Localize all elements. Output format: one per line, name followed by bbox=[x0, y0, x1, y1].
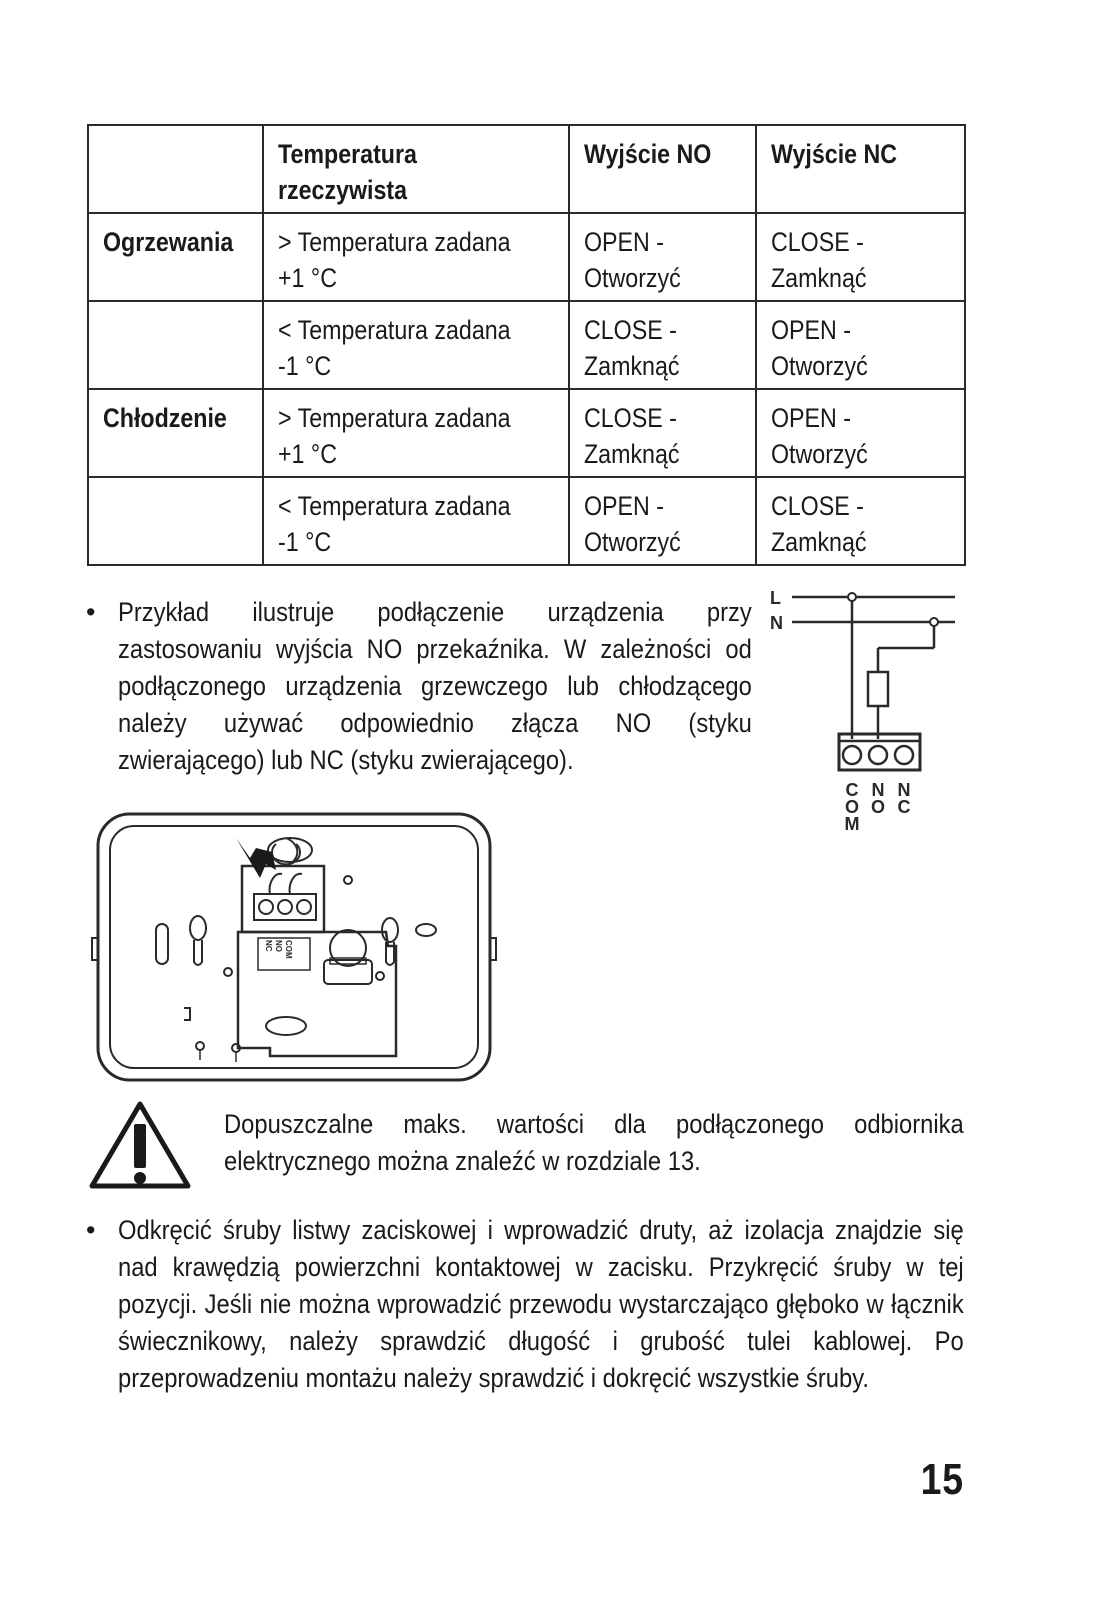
table-header-cell bbox=[88, 125, 263, 213]
table-row bbox=[88, 477, 965, 565]
warning-triangle-icon bbox=[86, 1098, 194, 1194]
thermostat-back-icon bbox=[90, 808, 500, 1088]
warning-paragraph bbox=[224, 1106, 964, 1180]
line-label-l: L bbox=[770, 588, 781, 608]
table-row bbox=[88, 213, 965, 301]
line-label-n: N bbox=[770, 613, 783, 633]
instruction-text: Odkręcić śruby listwy zaciskowej i wprowadzić druty, aż izolacja znajdzie się nad krawędzią powierzchni kontaktowej w zacisku. Przykręcić śruby w tej pozycji. Jeśli nie można wprowadzić przewodu wystarczająco głęboko w łącznik świecznikowy, należy sprawdzić długość i grubość tulei kablowej. Po przeprowadzeniu montażu należy sprawdzić i dokręcić wszystkie śruby. bbox=[118, 1215, 964, 1393]
table-cell-nc: CLOSE - Zamknąć bbox=[756, 213, 965, 301]
wiring-description-text: Przykład ilustruje podłączenie urządzenia przy zastosowaniu wyjścia NO przekaźnika. W zależności od podłączonego urządzenia grzewczego lub chłodzącego należy używać odpowiednio złącza NO (styku zwierającego) lub NC (styku zwierającego). bbox=[118, 597, 752, 775]
table-cell-mode bbox=[88, 301, 263, 389]
table-cell-condition: > Temperatura zadana +1 °C bbox=[263, 213, 569, 301]
table-cell-no: CLOSE - Zamknąć bbox=[569, 389, 756, 477]
instruction-paragraph bbox=[118, 1212, 964, 1397]
table-header-cell: Wyjście NO bbox=[569, 125, 756, 213]
table-cell-condition: < Temperatura zadana -1 °C bbox=[263, 301, 569, 389]
table-cell-nc: OPEN - Otworzyć bbox=[756, 389, 965, 477]
table-row bbox=[88, 301, 965, 389]
table-cell-mode bbox=[88, 477, 263, 565]
bullet-marker: • bbox=[86, 1215, 96, 1245]
table-cell-condition: < Temperatura zadana -1 °C bbox=[263, 477, 569, 565]
table-cell-mode: Chłodzenie bbox=[88, 389, 263, 477]
table-cell-no: OPEN - Otworzyć bbox=[569, 213, 756, 301]
table-cell-no: OPEN - Otworzyć bbox=[569, 477, 756, 565]
warning-text: Dopuszczalne maks. wartości dla podłączonego odbiornika elektrycznego można znaleźć w rozdziale 13. bbox=[224, 1109, 964, 1176]
terminal-label-com: C O M bbox=[844, 780, 860, 834]
page-number: 15 bbox=[920, 1455, 964, 1504]
terminal-text-com: COM bbox=[284, 940, 293, 959]
terminal-text-no: NO bbox=[274, 940, 283, 952]
table-row bbox=[88, 389, 965, 477]
table-cell-nc: OPEN - Otworzyć bbox=[756, 301, 965, 389]
table-header-cell: Temperatura rzeczywista bbox=[263, 125, 569, 213]
table-header-cell: Wyjście NC bbox=[756, 125, 965, 213]
table-cell-no: CLOSE - Zamknąć bbox=[569, 301, 756, 389]
bullet-marker: • bbox=[86, 597, 96, 627]
terminal-label-no: N O bbox=[870, 780, 886, 817]
table-cell-mode: Ogrzewania bbox=[88, 213, 263, 301]
wiring-description-paragraph bbox=[118, 594, 752, 779]
table-cell-condition: > Temperatura zadana +1 °C bbox=[263, 389, 569, 477]
relay-wiring-icon bbox=[770, 584, 970, 844]
relay-output-table bbox=[87, 124, 966, 566]
table-header-row bbox=[88, 125, 965, 213]
terminal-label-nc: N C bbox=[897, 780, 911, 817]
terminal-text-nc: NC bbox=[264, 940, 273, 952]
table-cell-nc: CLOSE - Zamknąć bbox=[756, 477, 965, 565]
